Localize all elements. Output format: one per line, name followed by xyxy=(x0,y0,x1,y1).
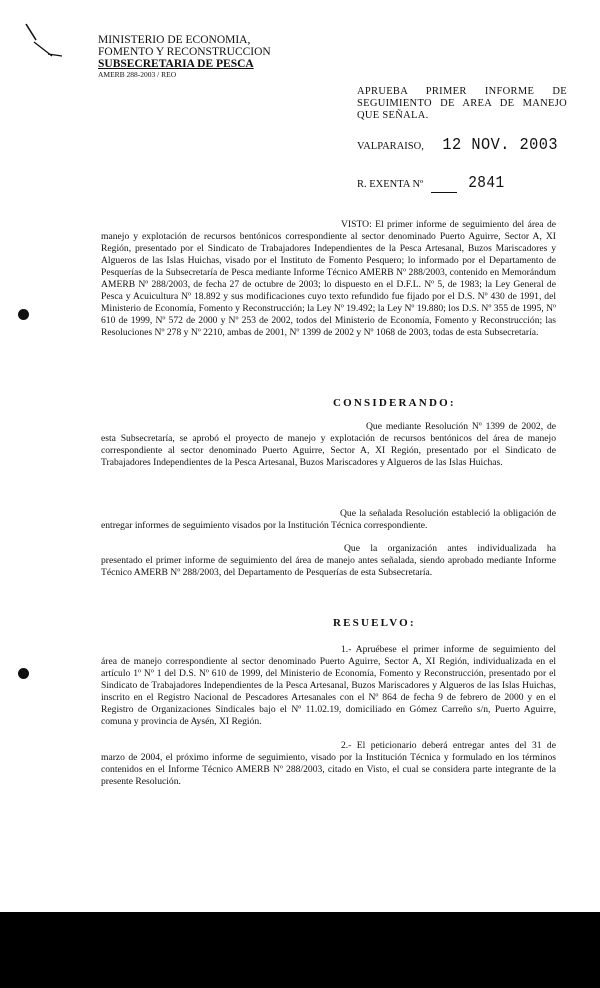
resuelvo-paragraph: 1.- Apruébese el primer informe de seguimiento del área de manejo correspondiente al sector denominado Puerto Aguirre, Sector A, XI Región, individualizada en el artículo 1º Nº 1 del D.S. Nº 610 de 1999, del Ministerio de Economía, Fomento y Reconstrucción, presentado por el Sindicato de Trabajadores Independientes de la Pesca Artesanal, Buzos Mariscadores y Algueros de las Islas Huichas, inscrito en el Registro Nacional de Pescadores Artesanales con el Nº 864 de fecha 9 de febrero de 2000 y en el Registro de Organizaciones Sindicales bajo el Nº 11.02.19, domiciliado en Gómez Carreño s/n, Puerto Aguirre, comuna y provincia de Aysén, XI Región. xyxy=(101,644,556,727)
blank-underline xyxy=(431,180,457,193)
resolution-number: 2841 xyxy=(468,174,505,193)
resolution-label: R. EXENTA Nº xyxy=(357,179,424,190)
stamped-date: 12 NOV. 2003 xyxy=(442,136,558,155)
resolution-summary: APRUEBA PRIMER INFORME DE SEGUIMIENTO DE AREA DE MANEJO QUE SEÑALA. xyxy=(357,86,567,121)
ministry-line: MINISTERIO DE ECONOMIA, xyxy=(98,34,251,46)
considerando-paragraph: Que mediante Resolución Nº 1399 de 2002, de esta Subsecretaría, se aprobó el proyecto de manejo y explotación de recursos bentónicos del área de manejo correspondiente al sector denominado Puerto Aguirre, Sector A, XI Región, presentado por el Sindicato de Trabajadores Independientes de la Pesca Artesanal, Buzos Mariscadores y Algueros de las Islas Huichas. xyxy=(101,421,556,468)
subsecretaria-line: SUBSECRETARIA DE PESCA xyxy=(98,58,254,70)
ministry-line: FOMENTO Y RECONSTRUCCION xyxy=(98,46,271,58)
punch-hole-bottom xyxy=(18,668,29,679)
corner-pen-mark xyxy=(22,18,62,58)
resuelvo-heading: RESUELVO: xyxy=(333,617,416,629)
visto-paragraph: VISTO: El primer informe de seguimiento del área de manejo y explotación de recursos bentónicos correspondiente al sector denominado Puerto Aguirre, Sector A, XI Región, presentado por el Sindicato de Trabajadores Independientes de la Pesca Artesanal, Buzos Mariscadores y Algueros de las Islas Huichas, visado por el Instituto de Fomento Pesquero; lo informado por el Departamento de Pesquerías de la Subsecretaría de Pesca mediante Informe Técnico AMERB Nº 288/2003, contenido en Memorándum AMERB Nº 288/2003, de fecha 27 de octubre de 2003; lo dispuesto en el D.F.L. Nº 5, de 1983; la Ley General de Pesca y Acuicultura Nº 18.892 y sus modificaciones cuyo texto refundido fue fijado por el D.S. Nº 430 de 1991, del Ministerio de Economía, Fomento y Reconstrucción; la Ley Nº 19.492; la Ley Nº 19.880; los D.S. Nº 355 de 1995, Nº 610 de 1999, Nº 572 de 2000 y Nº 253 de 2002, todos del Ministerio de Economía, Fomento y Reconstrucción; las Resoluciones Nº 278 y Nº 2210, ambas de 2001, Nº 1399 de 2002 y Nº 1068 de 2003, todas de esta Subsecretaría. xyxy=(101,219,556,338)
considerando-heading: CONSIDERANDO: xyxy=(333,397,456,409)
reference-code: AMERB 288-2003 / REO xyxy=(98,70,177,79)
considerando-paragraph: Que la organización antes individualizada ha presentado el primer informe de seguimiento del área de manejo antes señalada, siendo aprobado mediante Informe Técnico AMERB Nº 288/2003, del Departamento de Pesquerías de esta Subsecretaría. xyxy=(101,543,556,578)
resolution-number-line xyxy=(357,174,577,193)
place: VALPARAISO, xyxy=(357,141,424,152)
punch-hole-top xyxy=(18,309,29,320)
scan-black-band xyxy=(0,912,600,988)
ministry-header xyxy=(98,34,298,79)
resuelvo-paragraph: 2.- El peticionario deberá entregar antes del 31 de marzo de 2004, el próximo informe de seguimiento, visado por la Institución Técnica y formulado en los términos contenidos en el Informe Técnico AMERB Nº 288/2003, citado en Visto, el cual se considera parte integrante de la presente Resolución. xyxy=(101,740,556,787)
considerando-paragraph: Que la señalada Resolución estableció la obligación de entregar informes de seguimiento visados por la Institución Técnica correspondiente. xyxy=(101,508,556,531)
place-date-line xyxy=(357,136,577,155)
